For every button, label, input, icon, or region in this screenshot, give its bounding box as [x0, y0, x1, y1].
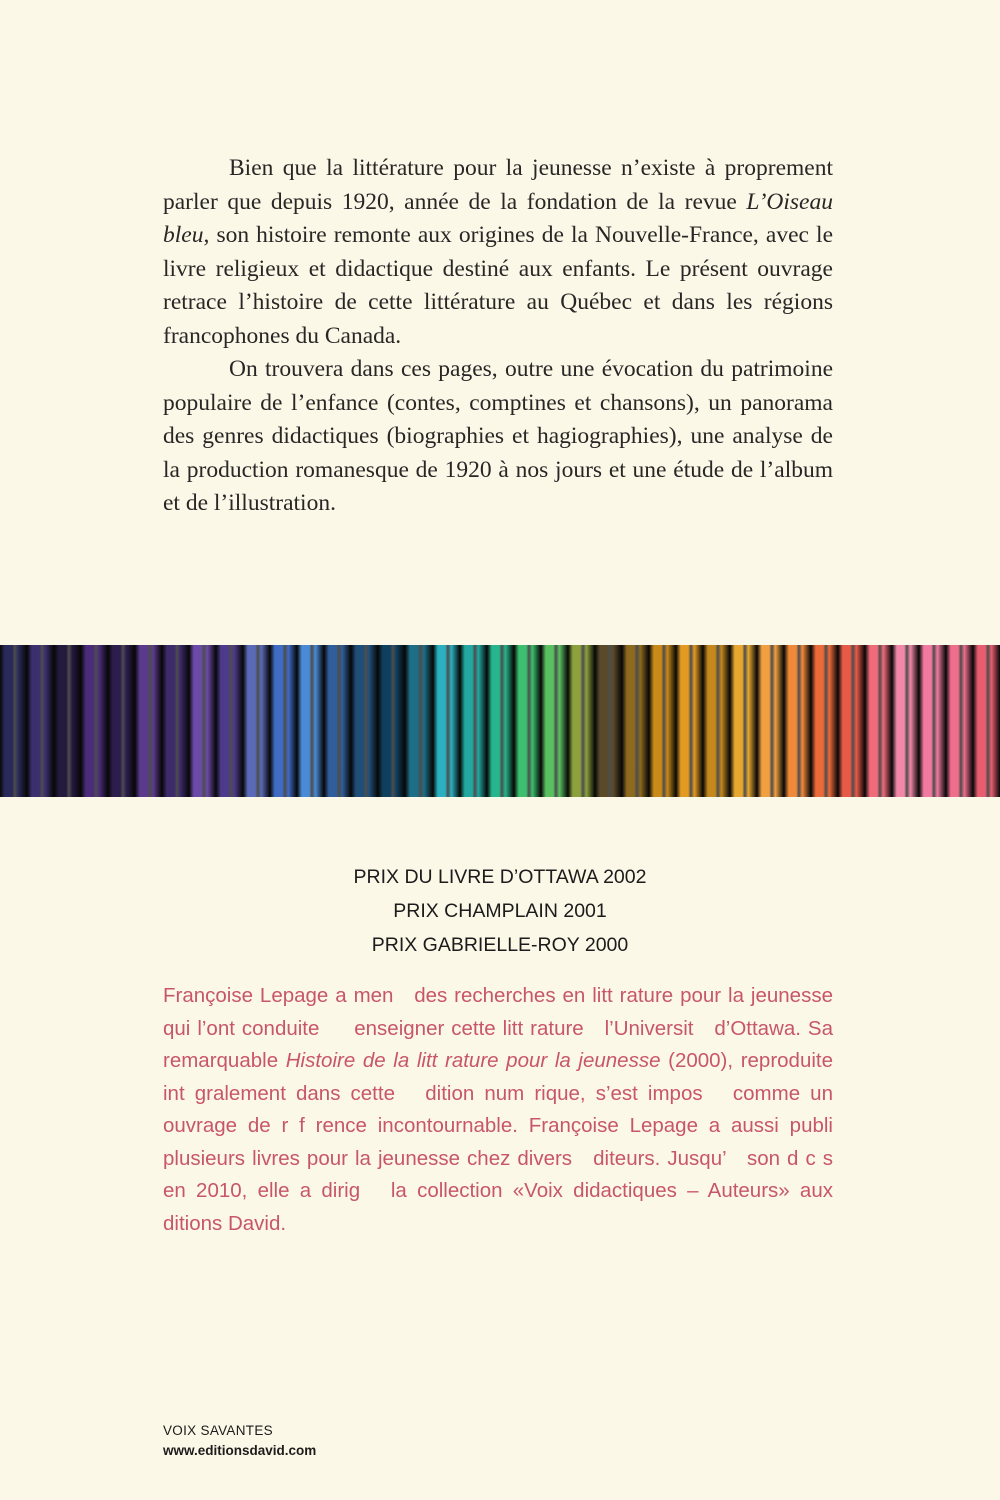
pencil-27 — [703, 645, 730, 797]
prize-ottawa: PRIX DU LIVRE D’OTTAWA 2002 — [353, 866, 647, 888]
prize-gabrielle-roy: PRIX GABRIELLE-ROY 2000 — [371, 934, 629, 956]
pencil-16 — [405, 645, 432, 797]
series-name: VOIX SAVANTES — [163, 1423, 273, 1438]
pencil-23 — [595, 645, 622, 797]
pencil-37 — [973, 645, 1000, 797]
pencil-6 — [135, 645, 162, 797]
pencil-26 — [676, 645, 703, 797]
paragraph-1-start: Bien que la littérature pour la jeunesse n’existe à proprement parler que depuis 1920, année de la fondation de la revue — [163, 155, 833, 215]
prizes-list — [0, 860, 1000, 962]
pencil-17 — [433, 645, 460, 797]
pencil-33 — [865, 645, 892, 797]
pencil-24 — [622, 645, 649, 797]
pencil-12 — [297, 645, 324, 797]
bio-part-1: Françoise Lepage a men des recherches en litt rature pour la jeunesse qui l’ont conduite enseigner cette litt rature l’Universit d’Ottawa. Sa remarquable — [163, 984, 839, 1072]
pencil-8 — [189, 645, 216, 797]
pencil-15 — [378, 645, 405, 797]
prize-champlain: PRIX CHAMPLAIN 2001 — [393, 900, 607, 922]
pencil-35 — [919, 645, 946, 797]
pencil-7 — [162, 645, 189, 797]
pencil-21 — [541, 645, 568, 797]
pencil-9 — [216, 645, 243, 797]
footer — [163, 1421, 316, 1461]
author-bio — [163, 980, 851, 1240]
pencil-11 — [270, 645, 297, 797]
pencil-20 — [514, 645, 541, 797]
pencil-2 — [27, 645, 54, 797]
pencil-22 — [568, 645, 595, 797]
paragraph-1-end: , son histoire remonte aux origines de la Nouvelle-France, avec le livre religieux et didactique destiné aux enfants. Le présent ouvrage retrace l’histoire de cette littérature au Québec et dans les régions francophones du Canada. — [163, 222, 833, 349]
bio-part-2: (2000), reproduite int gralement dans cette dition num rique, s’est impos comme un ouvrage de r f rence incontournable. Françoise Lepage a aussi publi plusieurs livres pour la jeunesse chez divers diteurs. Jusqu’ son d c s en 2010, elle a dirig la collection «Voix didactiques – Auteurs» aux ditions David. — [163, 1049, 851, 1235]
pencil-3 — [54, 645, 81, 797]
pencil-28 — [730, 645, 757, 797]
pencil-25 — [649, 645, 676, 797]
pencil-36 — [946, 645, 973, 797]
publisher-website: www.editionsdavid.com — [163, 1443, 317, 1458]
journal-title: L’Oiseau bleu — [163, 188, 833, 248]
pencil-34 — [892, 645, 919, 797]
description-paragraph-2: On trouvera dans ces pages, outre une évocation du patrimoine populaire de l’enfance (contes, comptines et chansons), un panorama des genres didactiques (biographies et hagiographies), une analyse de la production romanesque de 1920 à nos jours et une étude de l’album et de l’illustration. — [163, 356, 833, 516]
pencil-18 — [460, 645, 487, 797]
pencil-29 — [757, 645, 784, 797]
description-text — [163, 152, 833, 521]
pencil-4 — [81, 645, 108, 797]
pencil-1 — [0, 645, 27, 797]
pencil-19 — [487, 645, 514, 797]
pencil-5 — [108, 645, 135, 797]
description-paragraph-1 — [163, 152, 833, 353]
book-title: Histoire de la litt rature pour la jeunesse — [285, 1049, 661, 1072]
pencil-13 — [324, 645, 351, 797]
pencil-31 — [811, 645, 838, 797]
pencil-10 — [243, 645, 270, 797]
colored-pencils-image — [0, 645, 1000, 797]
pencil-30 — [784, 645, 811, 797]
pencil-32 — [838, 645, 865, 797]
pencil-14 — [351, 645, 378, 797]
